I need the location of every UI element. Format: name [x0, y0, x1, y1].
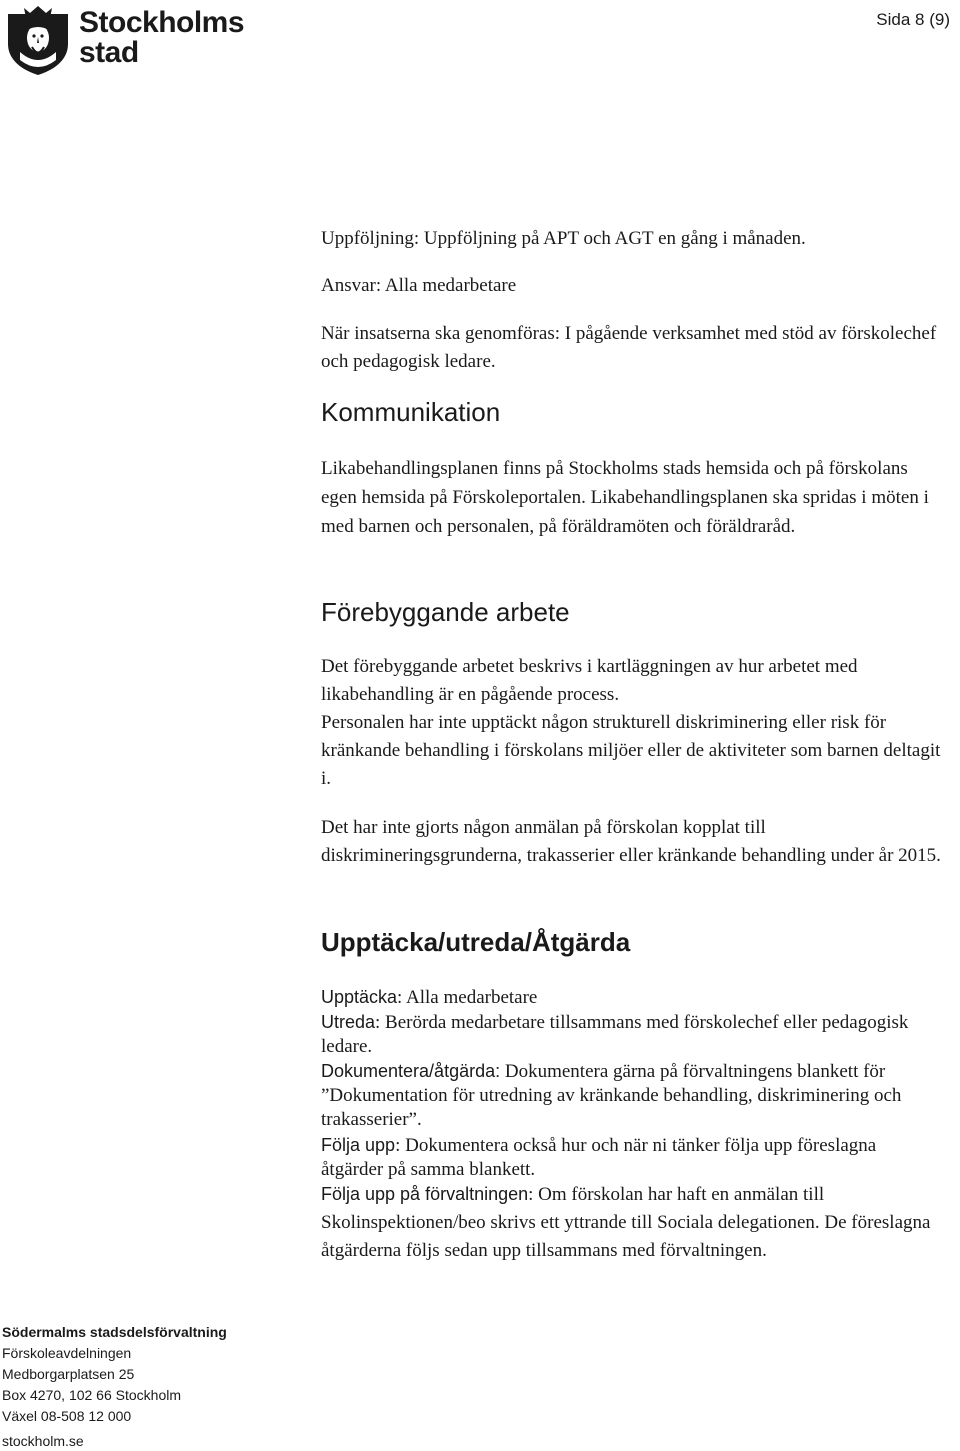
footer-dept: Förskoleavdelningen [2, 1345, 132, 1361]
logo-wordmark-line2: stad [79, 36, 139, 69]
footer-address: Medborgarplatsen 25 [2, 1366, 135, 1382]
heading-upptacka: Upptäcka/utreda/Åtgärda [321, 927, 631, 957]
heading-kommunikation: Kommunikation [321, 397, 501, 427]
item-text: Dokumentera gärna på förvaltningens blankett för ”Dokumentation för utredning av kränkande behandling, diskriminering och trakasserier”. [321, 1061, 902, 1130]
paragraph-forebyggande-1: Det förebyggande arbetet beskrivs i kartläggningen av hur arbetet med likabehandling är en pågående process. [321, 656, 858, 705]
paragraph-nar: När insatserna ska genomföras: I pågående verksamhet med stöd av förskolechef och pedagogisk ledare. [321, 323, 937, 372]
item-text: : Dokumentera också hur och när ni tänker följa upp föreslagna åtgärder på samma blankett. [321, 1135, 877, 1180]
item-upptacka [321, 985, 941, 1010]
item-term: Utreda [321, 1012, 376, 1032]
item-folja-upp-forvaltningen [321, 1180, 941, 1265]
heading-forebyggande: Förebyggande arbete [321, 597, 570, 627]
item-term: Följa upp på förvaltningen [321, 1184, 529, 1204]
footer-website-link[interactable]: stockholm.se [2, 1433, 84, 1449]
item-term: Följa upp [321, 1135, 396, 1155]
city-emblem-icon [4, 4, 72, 76]
item-text: : Alla medarbetare [397, 987, 538, 1008]
footer-address-block [2, 1322, 402, 1427]
item-folja-upp [321, 1133, 941, 1182]
footer-org: Södermalms stadsdelsförvaltning [2, 1324, 227, 1340]
footer-box: Box 4270, 102 66 Stockholm [2, 1387, 182, 1403]
paragraph-ansvar: Ansvar: Alla medarbetare [321, 275, 517, 296]
stockholms-stad-logo [4, 4, 244, 78]
item-term: Upptäcka [321, 987, 398, 1007]
paragraph-forebyggande-2: Personalen har inte upptäckt någon strukturell diskriminering eller risk för kränkande behandling i förskolans miljöer eller de aktiviteter som barnen deltagit i. [321, 712, 941, 789]
item-utreda [321, 1010, 941, 1059]
item-text: : Om förskolan har haft en anmälan till Skolinspektionen/beo skrivs ett yttrande till Sociala delegationen. De föreslagna åtgärderna följs sedan upp tillsammans med förvaltningen. [321, 1184, 931, 1261]
logo-wordmark-line1: Stockholms [79, 6, 245, 39]
page-number: Sida 8 (9) [876, 10, 950, 29]
footer-phone: Växel 08-508 12 000 [2, 1408, 132, 1424]
paragraph-forebyggande-3: Det har inte gjorts någon anmälan på förskolan kopplat till diskrimineringsgrunderna, trakasserier eller kränkande behandling under år 2015. [321, 817, 941, 866]
item-dokumentera [321, 1059, 941, 1132]
paragraph-kommunikation: Likabehandlingsplanen finns på Stockholms stads hemsida och på förskolans egen hemsida på Förskoleportalen. Likabehandlingsplanen ska spridas i möten i med barnen och personalen, på föräldramöten och föräldraråd. [321, 458, 929, 537]
item-term: Dokumentera/åtgärda: [321, 1061, 501, 1081]
paragraph-uppfoljning: Uppföljning: Uppföljning på APT och AGT en gång i månaden. [321, 228, 806, 249]
item-text: : Berörda medarbetare tillsammans med förskolechef eller pedagogisk ledare. [321, 1012, 909, 1057]
